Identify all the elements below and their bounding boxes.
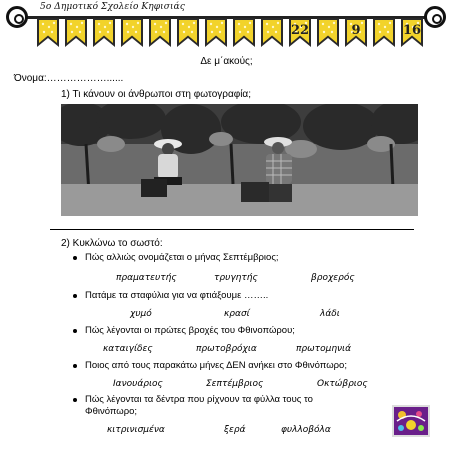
bullet-dot bbox=[73, 294, 77, 298]
item-5-prompt-continued: Φθινόπωρο; bbox=[85, 406, 138, 417]
vineyard-photo bbox=[61, 104, 418, 216]
item-3-option-2[interactable]: πρωτοβρόχια bbox=[196, 344, 257, 354]
bunting-flag bbox=[148, 18, 172, 48]
bunting-flag bbox=[64, 18, 88, 48]
bunting-flag bbox=[120, 18, 144, 48]
bunting-flag bbox=[232, 18, 256, 48]
bunting-flag bbox=[344, 18, 368, 48]
item-2-option-2[interactable]: κρασί bbox=[224, 309, 250, 319]
item-2-option-3[interactable]: λάδι bbox=[320, 309, 340, 319]
item-2-prompt: Πατάμε τα σταφύλια για να φτιάξουμε …….. bbox=[85, 290, 268, 301]
bunting-flag bbox=[400, 18, 424, 48]
item-1-option-1[interactable]: πραματευτής bbox=[116, 273, 177, 283]
item-3-prompt: Πώς λέγονται οι πρώτες βροχές του Φθινοπώρου; bbox=[85, 325, 295, 336]
item-1-option-3[interactable]: βροχερός bbox=[311, 273, 355, 283]
date-flag-number: 9 bbox=[351, 23, 361, 38]
item-4-option-1[interactable]: Ιανουάριος bbox=[113, 379, 163, 389]
name-field-label: Όνομα:………………...... bbox=[14, 73, 124, 84]
bunting-flag bbox=[204, 18, 228, 48]
bunting-flag bbox=[176, 18, 200, 48]
item-5-option-1[interactable]: κιτρινισμένα bbox=[107, 425, 165, 435]
bullet-dot bbox=[73, 364, 77, 368]
bullet-dot bbox=[73, 256, 77, 260]
item-2-option-1[interactable]: χυμό bbox=[130, 309, 152, 319]
item-3-option-1[interactable]: καταιγίδες bbox=[103, 344, 153, 354]
item-4-option-3[interactable]: Οκτώβριος bbox=[317, 379, 368, 389]
bullet-dot bbox=[73, 329, 77, 333]
school-name: 5ο Δημοτικό Σχολείο Κηφισιάς bbox=[40, 2, 185, 12]
item-5-prompt: Πώς λέγονται τα δέντρα που ρίχνουν τα φύλλα τους το bbox=[85, 394, 313, 405]
date-flag-number: 16 bbox=[402, 23, 422, 38]
item-1-option-2[interactable]: τρυγητής bbox=[214, 273, 258, 283]
bunting-flag bbox=[288, 18, 312, 48]
bunting-flag bbox=[372, 18, 396, 48]
item-4-prompt: Ποιος από τους παρακάτω μήνες ΔΕΝ ανήκει στο Φθινόπωρο; bbox=[85, 360, 347, 371]
item-5-option-2[interactable]: ξερά bbox=[224, 425, 246, 435]
bunting-flag bbox=[316, 18, 340, 48]
question-2: 2) Κυκλώνω το σωστό: bbox=[61, 238, 163, 249]
bullet-dot bbox=[73, 398, 77, 402]
worksheet-title: Δε μ΄ακούς; bbox=[200, 56, 253, 67]
item-3-option-3[interactable]: πρωτομηνιά bbox=[296, 344, 352, 354]
bunting-flag bbox=[92, 18, 116, 48]
left-scroll-ornament bbox=[6, 6, 28, 28]
item-4-option-2[interactable]: Σεπτέμβριος bbox=[206, 379, 264, 389]
item-5-option-3[interactable]: φυλλοβόλα bbox=[281, 425, 331, 435]
item-1-prompt: Πώς αλλιώς ονομάζεται ο μήνας Σεπτέμβριος; bbox=[85, 252, 279, 263]
decorative-logo-badge bbox=[392, 405, 430, 437]
section-divider bbox=[50, 229, 414, 230]
date-flag-number: 22 bbox=[290, 23, 310, 38]
bunting-flag bbox=[260, 18, 284, 48]
bunting-flag bbox=[36, 18, 60, 48]
right-scroll-ornament bbox=[424, 6, 446, 28]
question-1: 1) Τι κάνουν οι άνθρωποι στη φωτογραφία; bbox=[61, 89, 251, 100]
